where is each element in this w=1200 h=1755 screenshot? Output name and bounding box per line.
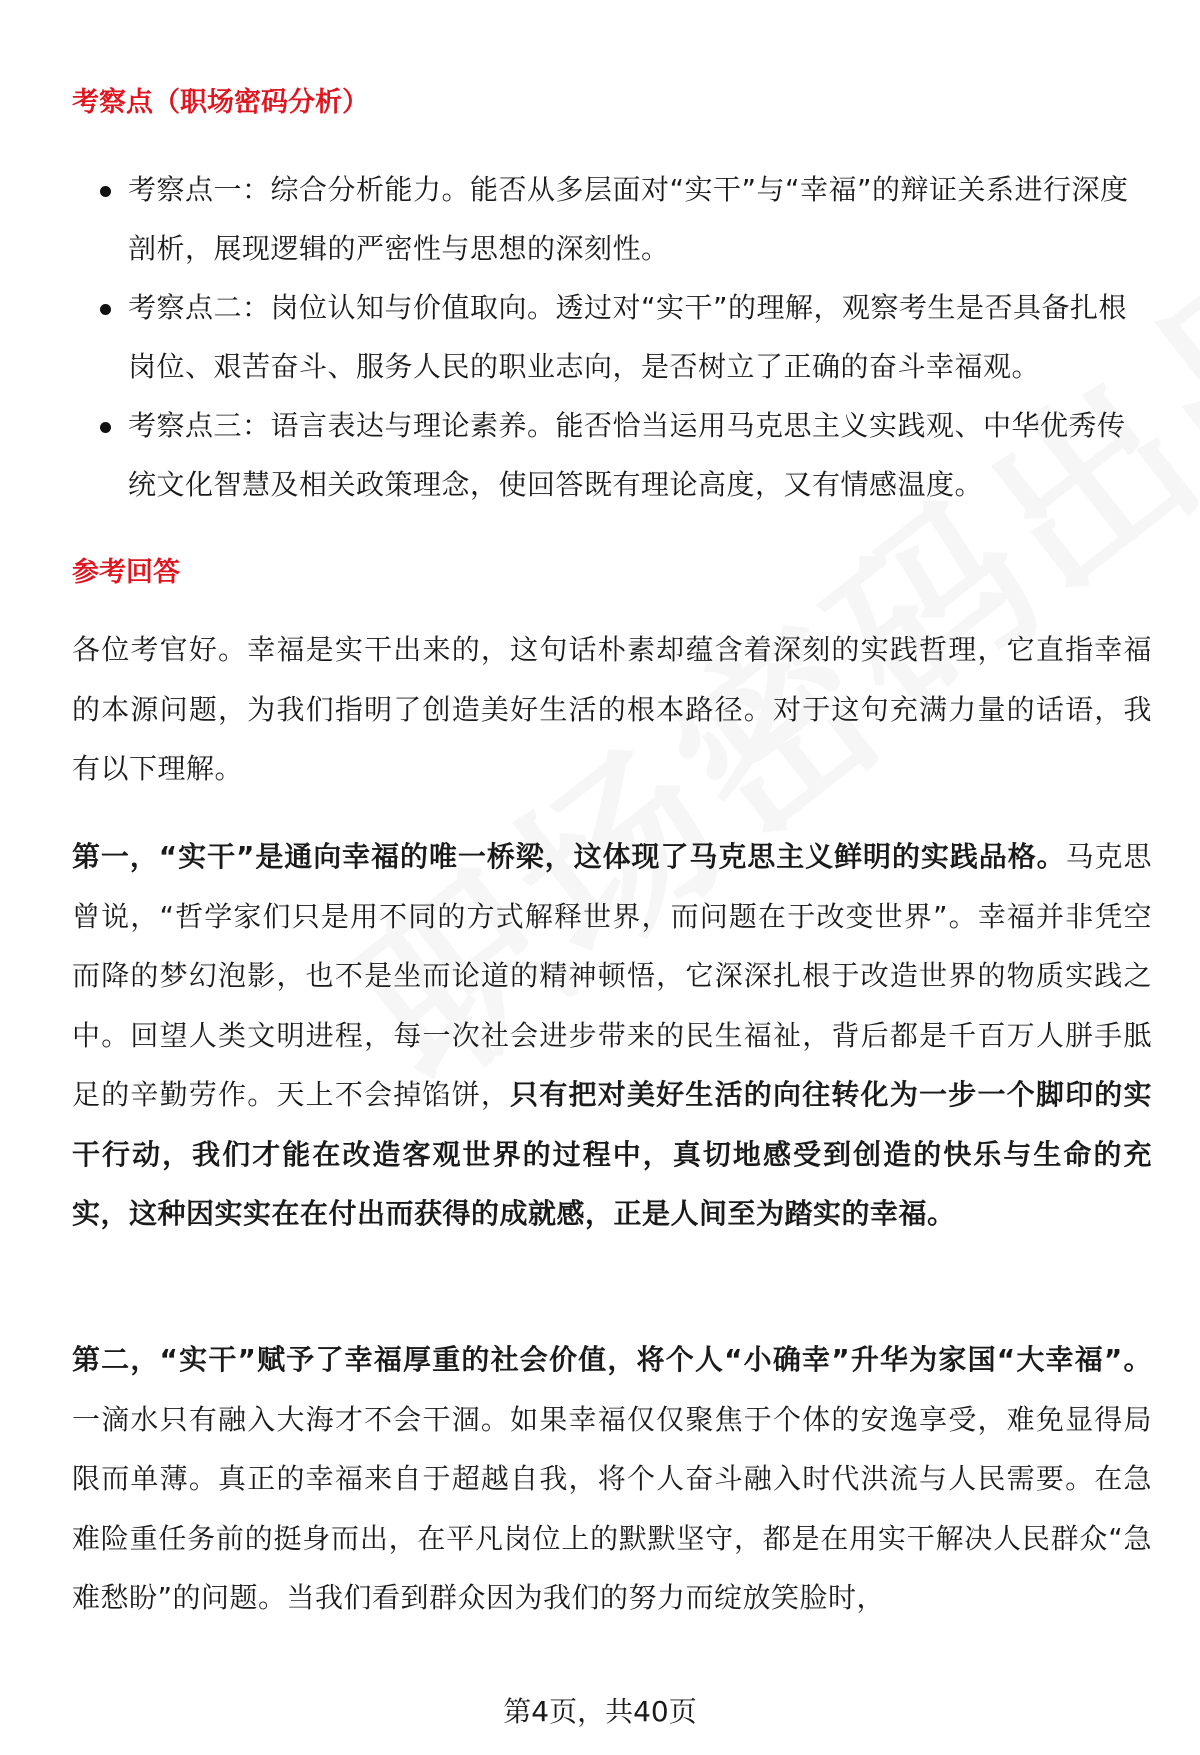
bullet-icon	[100, 186, 111, 197]
section-title-answer: 参考回答	[72, 557, 180, 588]
bullet-icon	[100, 304, 111, 315]
point-two-body: 一滴水只有融入大海才不会干涸。如果幸福仅仅聚焦于个体的安逸享受，难免显得局限而单薄。真正的幸福来自于超越自我，将个人奋斗融入时代洪流与人民需要。在急难险重任务前的挺身而出，在平凡岗位上的默默坚守，都是在用实干解决人民群众“急难愁盼”的问题。当我们看到群众因为我们的努力而绽放笑脸时，	[72, 1402, 1152, 1614]
page-number: 第4页，共40页	[503, 1695, 697, 1728]
point-one-bold-tail: 只有把对美好生活的向往转化为一步一个脚印的实干行动，我们才能在改造客观世界的过程中，真切地感受到创造的快乐与生命的充实，这种因实实在在付出而获得的成就感，正是人间至为踏实的幸福。	[72, 1078, 1152, 1230]
assessment-list	[72, 160, 1152, 514]
bullet-label: 考察点二：	[128, 291, 271, 324]
bullet-text: 综合分析能力。能否从多层面对“实干”与“幸福”的辩证关系进行深度剖析，展现逻辑的严密性与思想的深刻性。	[128, 173, 1129, 265]
section-title-assessment: 考察点（职场密码分析）	[72, 87, 369, 118]
point-one-lead: 第一，“实干”是通向幸福的唯一桥梁，这体现了马克思主义鲜明的实践品格。	[72, 840, 1066, 873]
point-two-paragraph	[72, 1330, 1152, 1628]
bullet-icon	[100, 422, 111, 433]
bullet-text: 语言表达与理论素养。能否恰当运用马克思主义实践观、中华优秀传统文化智慧及相关政策理念，使回答既有理论高度，又有情感温度。	[128, 409, 1126, 501]
bullet-label: 考察点三：	[128, 409, 271, 442]
document-page	[72, 0, 1152, 1755]
list-item	[72, 160, 1152, 278]
list-item	[72, 396, 1152, 514]
intro-paragraph: 各位考官好。幸福是实干出来的，这句话朴素却蕴含着深刻的实践哲理，它直指幸福的本源问题，为我们指明了创造美好生活的根本路径。对于这句充满力量的话语，我有以下理解。	[72, 633, 1152, 785]
list-item	[72, 278, 1152, 396]
bullet-label: 考察点一：	[128, 173, 271, 206]
point-one-paragraph	[72, 827, 1152, 1244]
point-two-lead: 第二，“实干”赋予了幸福厚重的社会价值，将个人“小确幸”升华为家国“大幸福”。	[72, 1343, 1152, 1376]
bullet-text: 岗位认知与价值取向。透过对“实干”的理解，观察考生是否具备扎根岗位、艰苦奋斗、服务人民的职业志向，是否树立了正确的奋斗幸福观。	[128, 291, 1128, 383]
point-one-body: 马克思曾说，“哲学家们只是用不同的方式解释世界，而问题在于改变世界”。幸福并非凭空而降的梦幻泡影，也不是坐而论道的精神顿悟，它深深扎根于改造世界的物质实践之中。回望人类文明进程，每一次社会进步带来的民生福祉，背后都是千百万人胼手胝足的辛勤劳作。天上不会掉馅饼，	[72, 840, 1152, 1111]
